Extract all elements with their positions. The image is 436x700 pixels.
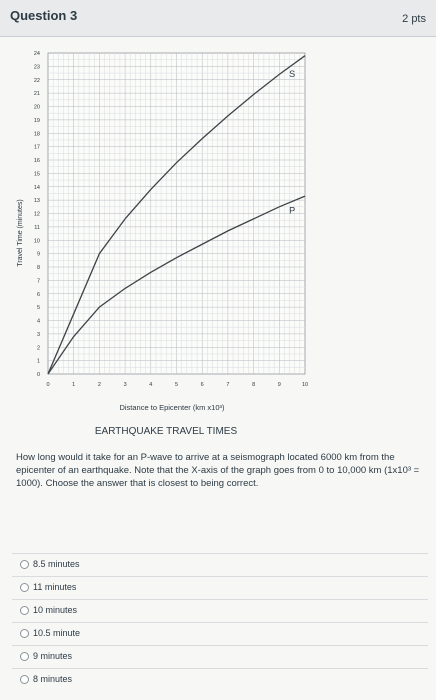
radio-button[interactable] <box>20 629 29 638</box>
y-tick-label: 5 <box>36 305 40 312</box>
question-title: Question 3 <box>10 8 78 23</box>
y-tick-label: 14 <box>33 184 40 191</box>
y-tick-label: 16 <box>33 158 40 164</box>
x-tick-label: 7 <box>226 382 230 388</box>
x-tick-label: 0 <box>46 382 50 388</box>
y-tick-label: 11 <box>34 224 40 231</box>
x-tick-label: 1 <box>72 382 76 388</box>
answer-option[interactable] <box>12 576 428 599</box>
x-tick-label: 10 <box>301 382 309 388</box>
answer-label[interactable]: 8 minutes <box>33 674 73 684</box>
x-tick-label: 9 <box>277 382 281 388</box>
answer-label[interactable]: 9 minutes <box>33 651 73 661</box>
radio-button[interactable] <box>20 675 29 684</box>
y-tick-label: 3 <box>36 331 40 338</box>
question-header <box>0 0 436 37</box>
question-text: How long would it take for an P-wave to arrive at a seismograph located 6000 km from the epicenter of an earthquake. Note that the X-axis of the graph goes from 0 to 10,000 km (1x10³ = 1000). Choose the answer that is closest to being correct. <box>16 452 420 489</box>
y-tick-label: 15 <box>33 171 40 178</box>
x-tick-label: 3 <box>123 382 127 388</box>
answer-label[interactable]: 10 minutes <box>33 605 78 615</box>
x-tick-label: 2 <box>97 382 101 388</box>
y-tick-label: 4 <box>36 318 40 325</box>
series-label-p: P <box>289 205 296 216</box>
question-body <box>0 37 436 700</box>
y-tick-label: 12 <box>33 211 40 218</box>
travel-time-chart <box>0 37 436 437</box>
question-points: 2 pts <box>402 13 426 25</box>
y-tick-labels <box>34 51 40 378</box>
y-tick-label: 18 <box>33 131 40 138</box>
y-tick-label: 1 <box>36 358 40 365</box>
y-tick-label: 7 <box>36 278 40 285</box>
answer-option[interactable] <box>12 622 428 645</box>
answer-option[interactable] <box>12 553 428 576</box>
y-tick-label: 19 <box>33 117 40 124</box>
y-tick-label: 20 <box>33 104 40 111</box>
answer-label[interactable]: 8.5 minutes <box>33 559 80 569</box>
answer-option[interactable] <box>12 668 428 691</box>
y-tick-label: 10 <box>33 238 40 245</box>
radio-button[interactable] <box>20 652 29 661</box>
y-tick-label: 2 <box>36 345 40 352</box>
y-tick-label: 9 <box>36 251 40 258</box>
x-tick-label: 5 <box>174 382 179 388</box>
y-tick-label: 22 <box>33 77 40 84</box>
y-tick-label: 17 <box>33 144 40 151</box>
x-axis-label: Distance to Epicenter (km x10³) <box>119 403 225 412</box>
x-tick-labels <box>46 382 308 388</box>
y-tick-label: 8 <box>36 265 40 271</box>
y-tick-label: 21 <box>33 91 40 98</box>
x-tick-label: 6 <box>200 382 204 388</box>
chart-container <box>0 37 436 437</box>
answer-option[interactable] <box>12 599 428 622</box>
y-axis-label: Travel Time (minutes) <box>17 199 24 267</box>
x-tick-label: 8 <box>252 382 256 388</box>
y-tick-label: 24 <box>33 51 40 57</box>
chart-title: EARTHQUAKE TRAVEL TIMES <box>94 426 238 437</box>
y-tick-label: 0 <box>36 372 40 378</box>
x-tick-label: 4 <box>149 382 153 388</box>
radio-button[interactable] <box>20 606 29 615</box>
y-tick-label: 23 <box>33 64 40 71</box>
answer-label[interactable]: 10.5 minute <box>33 628 81 638</box>
y-tick-label: 6 <box>36 291 40 298</box>
radio-button[interactable] <box>20 560 29 569</box>
answer-list <box>12 553 428 691</box>
radio-button[interactable] <box>20 583 29 592</box>
answer-option[interactable] <box>12 645 428 668</box>
y-tick-label: 13 <box>33 198 40 205</box>
answer-label[interactable]: 11 minutes <box>33 582 77 592</box>
series-label-s: S <box>289 69 296 80</box>
